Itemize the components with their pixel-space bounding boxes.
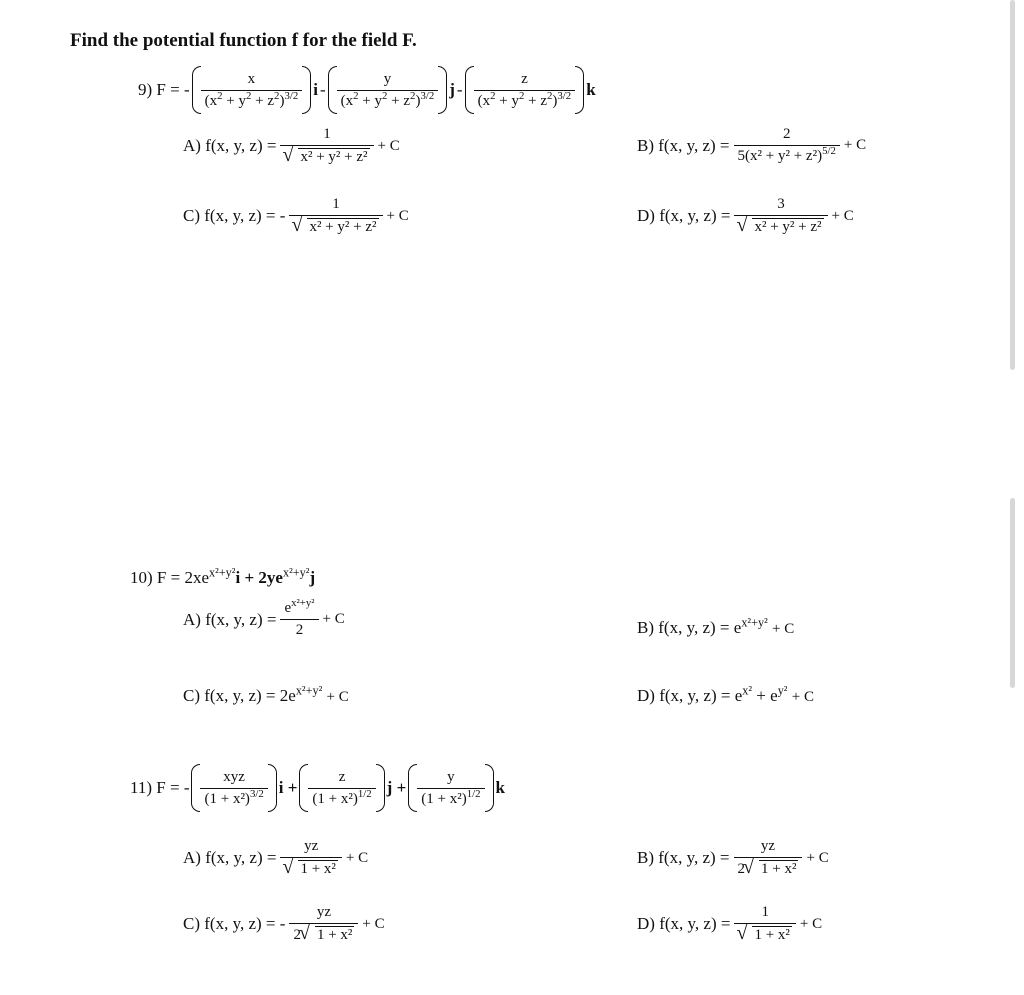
q11-component-k: $\frac{y}{(1 + x^2)^{1/2}}$ [408,764,493,812]
q10-option-c: C) f(x, y, $z) = 2e^{x^2+y^2} + C$ [183,683,349,705]
q9-component-k: $\frac{z}{(x^2 + y^2 + z^2)^{3/2}}$ [465,66,585,114]
q11-component-i: $\frac{\text{xyz}}{(1 + x^2)^{3/2}}$ [191,764,276,812]
question-10-field: 10) $F = 2xe^{x^2+y^2}i + 2ye^{x^2+y^2}j$ [130,565,316,587]
q9-option-c: C) f(x, y, z) = - 1 √ x² + y² + z² + C [183,196,409,236]
q11-component-j: $\frac{z}{(1 + x^2)^{1/2}}$ [299,764,384,812]
scrollbar-thumb-bottom[interactable] [1010,498,1015,688]
q9-number: 9) F = - [138,80,190,99]
q11-option-b: B) f(x, y, z) = $\frac{yz}{\text{2√ 1 + x²}}$ + C [637,838,829,878]
q9-j: j [449,80,455,99]
page-title: Find the potential function f for the field F. [70,30,417,51]
q10-option-b: B) f(x, y, $z) = e^{x^2+y^2} + C$ [637,615,795,637]
question-9-field: 9) F = - $\frac{x}{(x^2 + y^2 + z^2)^{3/2}}$ i - $\frac{y}{(x^2 + y^2 + z^2)^{3/2}}$ j - $\frac{z}{(x^2 + y^2 + z^2)^{3/2}}$ k [138,66,596,114]
q10-option-d: D) f(x, y, $z) = e^{x^2} + e^{y^2} + C$ [637,683,814,705]
q10-option-a: A) f(x, y, z) = $\frac{e^{x^2+y^2}}{2}$ + C [183,597,345,638]
question-11-field: 11) F = - $\frac{\text{xyz}}{(1 + x^2)^{3/2}}$ i + $\frac{z}{(1 + x^2)^{1/2}}$ j + $\frac{y}{(1 + x^2)^{1/2}}$ k [130,764,505,812]
scrollbar-thumb-top[interactable] [1010,0,1015,370]
q9-option-a: A) f(x, y, z) = 1 √ x² + y² + z² + C [183,126,400,166]
q9-component-j: $\frac{y}{(x^2 + y^2 + z^2)^{3/2}}$ [328,66,448,114]
q11-option-d: D) f(x, y, z) = 1 √ 1 + x² + C [637,904,822,944]
q9-i: i [313,80,318,99]
q9-option-b: B) f(x, y, z) = $\frac{2}{5(x^2 + y^2 + z^2)^{5/2}}$ + C [637,126,867,164]
q9-k: k [586,80,596,99]
q11-option-c: C) f(x, y, z) = - $\frac{yz}{\text{2√ 1 + x²}}$ + C [183,904,385,944]
q11-option-a: A) f(x, y, z) = yz √ 1 + x² + C [183,838,368,878]
q9-component-i: $\frac{x}{(x^2 + y^2 + z^2)^{3/2}}$ [192,66,312,114]
q9-option-d: D) f(x, y, z) = 3 √ x² + y² + z² + C [637,196,854,236]
